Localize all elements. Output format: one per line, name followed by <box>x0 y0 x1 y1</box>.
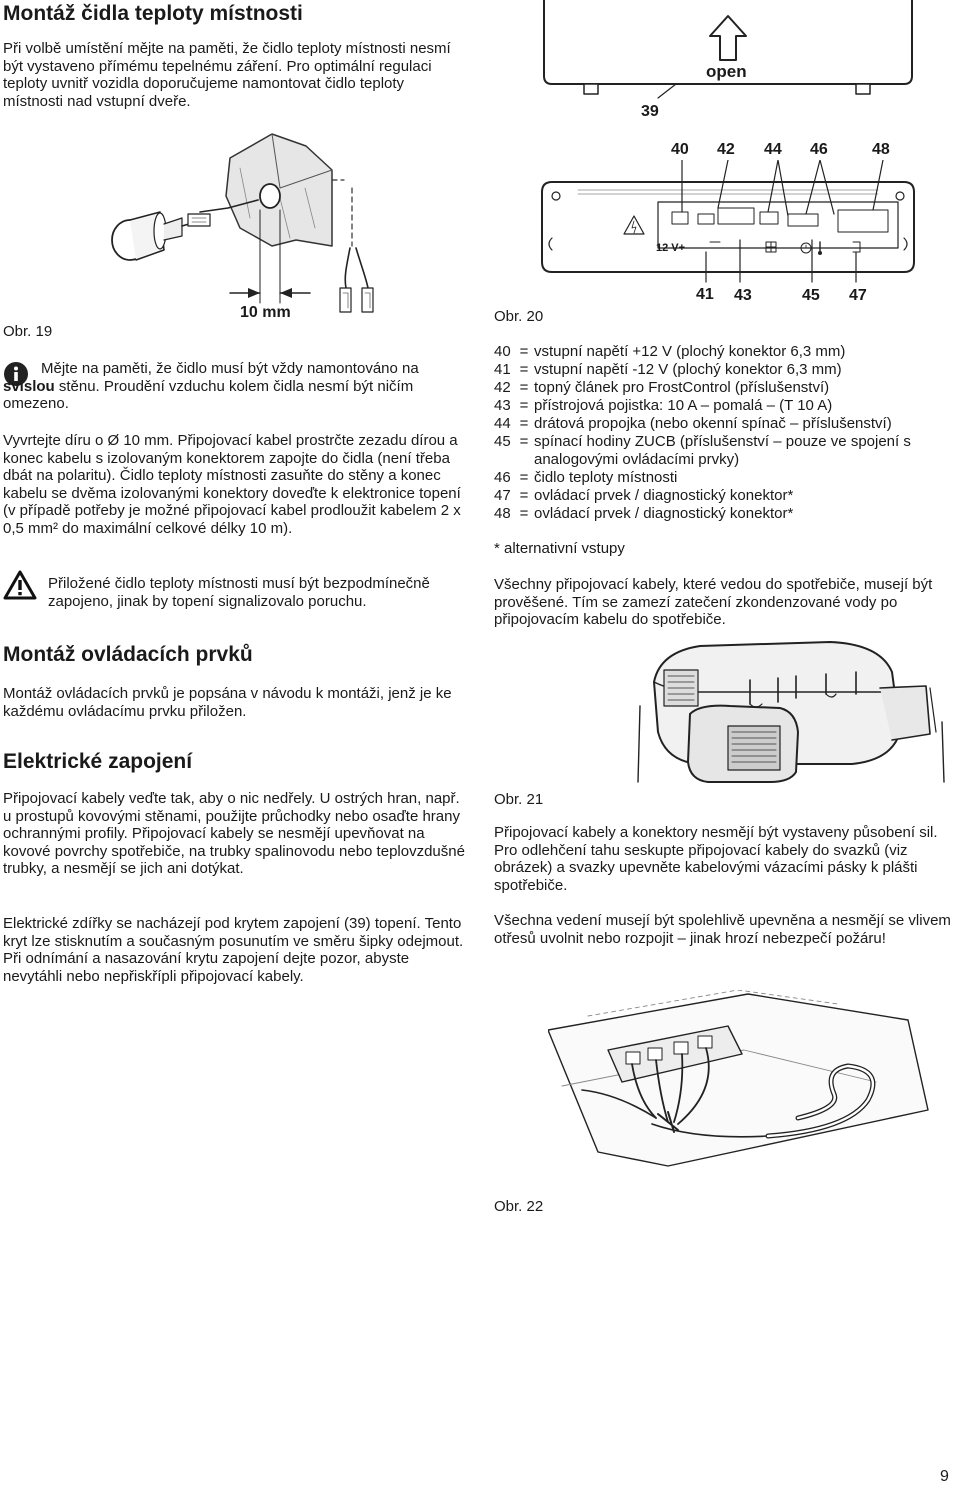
legend-row: 47 = ovládací prvek / diagnostický konektor* <box>494 487 956 505</box>
controls-text: Montáž ovládacích prvků je popsána v návodu k montáži, jenž je ke každému ovládacímu prvku přiložen. <box>3 685 452 720</box>
legend-text: topný článek pro FrostControl (příslušenství) <box>534 379 830 396</box>
fig20-legend <box>494 343 956 523</box>
legend-num: 48 <box>494 505 511 522</box>
board-label-41: 41 <box>696 286 714 303</box>
board-label-44: 44 <box>764 141 782 158</box>
legend-text: čidlo teploty místnosti <box>534 469 678 486</box>
figure-21-heater-illustration <box>630 632 950 787</box>
warning-triangle-icon <box>3 570 37 600</box>
figure-20-cover-illustration <box>538 0 918 120</box>
open-label: open <box>706 62 747 81</box>
legend-text: vstupní napětí +12 V (plochý konektor 6,3 mm) <box>534 343 846 360</box>
fig20-caption: Obr. 20 <box>494 308 544 325</box>
fig22-caption: Obr. 22 <box>494 1198 544 1215</box>
figure-22-cable-bundle-illustration <box>548 990 938 1170</box>
electrical-para-2: Elektrické zdířky se nacházejí pod krytem zapojení (39) topení. Tento kryt lze stisknutím a současným posunutím ve směru šipky odejmout. Při odnímání a nasazování krytu zapojení dejte pozor, abyste nevytáhli nebo nepřiskřípli připojovací kabely. <box>3 915 464 985</box>
legend-row: 46 = čidlo teploty místnosti <box>494 469 956 487</box>
board-voltage-label: 12 V+ <box>656 242 686 254</box>
legend-num: 44 <box>494 415 511 432</box>
section-heading-controls: Montáž ovládacích prvků <box>3 643 253 666</box>
info-text-part-a: Mějte na paměti, že čidlo musí být vždy namontováno na <box>41 360 419 377</box>
legend-num: 40 <box>494 343 511 360</box>
legend-text: ovládací prvek / diagnostický konektor* <box>534 505 794 522</box>
legend-text: ovládací prvek / diagnostický konektor* <box>534 487 794 504</box>
legend-row: 40 = vstupní napětí +12 V (plochý konektor 6,3 mm) <box>494 343 956 361</box>
legend-row: 45 = spínací hodiny ZUCB (příslušenství – pouze ve spojení s analogovými ovládacími prvky) <box>494 433 956 469</box>
board-label-47: 47 <box>849 287 867 304</box>
drill-instructions-text: Vyvrtejte díru o Ø 10 mm. Připojovací kabel prostrčte zezadu dírou a konec kabelu s izolovaným konektorem zapojte do čidla (není třeba dbát na polaritu). Čidlo teploty místnosti zasuňte do stěny a konec kabelu se dvěma izolovanými konektory doveďte k elektronice topení (v případě potřeby je možné připojovací kabel prodloužit kabelem 2 x 0,5 mm² do maximální celkové délky 10 m). <box>3 432 461 537</box>
legend-num: 42 <box>494 379 511 396</box>
legend-text: vstupní napětí -12 V (plochý konektor 6,3 mm) <box>534 361 842 378</box>
electrical-para-1: Připojovací kabely veďte tak, aby o nic nedřely. U ostrých hran, např. u prostupů kovovými stěnami, použijte průchodky nebo osaďte hrany ochrannými profily. Připojovací kabely se nesmějí upevňovat na kovové povrchy spotřebiče, na trubky spalinovodu nebo teplovzdušné trubky, a nesmějí se jich ani dotýkat. <box>3 790 465 878</box>
legend-num: 43 <box>494 397 511 414</box>
legend-num: 41 <box>494 361 511 378</box>
legend-footnote: * alternativní vstupy <box>494 540 625 557</box>
section-heading-sensor: Montáž čidla teploty místnosti <box>3 2 303 25</box>
legend-num: 47 <box>494 487 511 504</box>
board-label-43: 43 <box>734 287 752 304</box>
fig21-caption: Obr. 21 <box>494 791 544 808</box>
legend-row: 44 = drátová propojka (nebo okenní spínač – příslušenství) <box>494 415 956 433</box>
fig21-text-1: Připojovací kabely a konektory nesmějí být vystaveny působení sil. Pro odlehčení tahu seskupte připojovací kabely do svazků (viz obrázek) a svazky upevněte kabelovými vázacími pásky k plášti spotřebiče. <box>494 824 938 894</box>
board-label-40: 40 <box>671 141 689 158</box>
figure-19-sensor-illustration <box>100 128 470 318</box>
legend-num: 46 <box>494 469 511 486</box>
fig21-text-2: Všechna vedení musejí být spolehlivě upevněna a nesmějí se vlivem otřesů uvolnit nebo rozpojit – jinak hrozí nebezpečí požáru! <box>494 912 951 947</box>
info-text-part-b: stěnu. Proudění vzduchu kolem čidla nesmí být ničím omezeno. <box>3 377 414 413</box>
legend-row: 42 = topný článek pro FrostControl (příslušenství) <box>494 379 956 397</box>
board-label-46: 46 <box>810 141 828 158</box>
cables-sag-text: Všechny připojovací kabely, které vedou do spotřebiče, musejí být prověšené. Tím se zamezí zatečení zkondenzované vody po připojovacím kabelu do spotřebiče. <box>494 576 933 629</box>
fig19-caption: Obr. 19 <box>3 323 53 340</box>
page-number: 9 <box>940 1468 949 1485</box>
legend-row: 48 = ovládací prvek / diagnostický konektor* <box>494 505 956 523</box>
legend-text: spínací hodiny ZUCB (příslušenství – pouze ve spojení s analogovými ovládacími prvky) <box>534 433 911 468</box>
drill-hole <box>260 184 280 208</box>
warning-text: Přiložené čidlo teploty místnosti musí být bezpodmínečně zapojeno, jinak by topení signalizovalo poruchu. <box>48 575 430 610</box>
section-heading-electrical: Elektrické zapojení <box>3 750 193 773</box>
legend-text: drátová propojka (nebo okenní spínač – příslušenství) <box>534 415 892 432</box>
legend-num: 45 <box>494 433 511 450</box>
legend-text: přístrojová pojistka: 10 A – pomalá – (T 10 A) <box>534 397 833 414</box>
board-label-42: 42 <box>717 141 735 158</box>
label-39: 39 <box>641 103 659 120</box>
figure-20-board-illustration <box>538 160 918 300</box>
info-note-text <box>3 360 469 413</box>
fig19-dimension-label: 10 mm <box>240 304 291 321</box>
legend-row: 41 = vstupní napětí -12 V (plochý konektor 6,3 mm) <box>494 361 956 379</box>
board-label-45: 45 <box>802 287 820 304</box>
board-label-48: 48 <box>872 141 890 158</box>
info-text-bold: svislou <box>3 377 55 395</box>
sensor-intro-text: Při volbě umístění mějte na paměti, že čidlo teploty místnosti nesmí být vystaveno přímému tepelnému záření. Pro optimální regulaci teploty uvnitř vozidla doporučujeme namontovat čidlo teploty místnosti nad vstupní dveře. <box>3 40 451 110</box>
legend-row: 43 = přístrojová pojistka: 10 A – pomalá – (T 10 A) <box>494 397 956 415</box>
